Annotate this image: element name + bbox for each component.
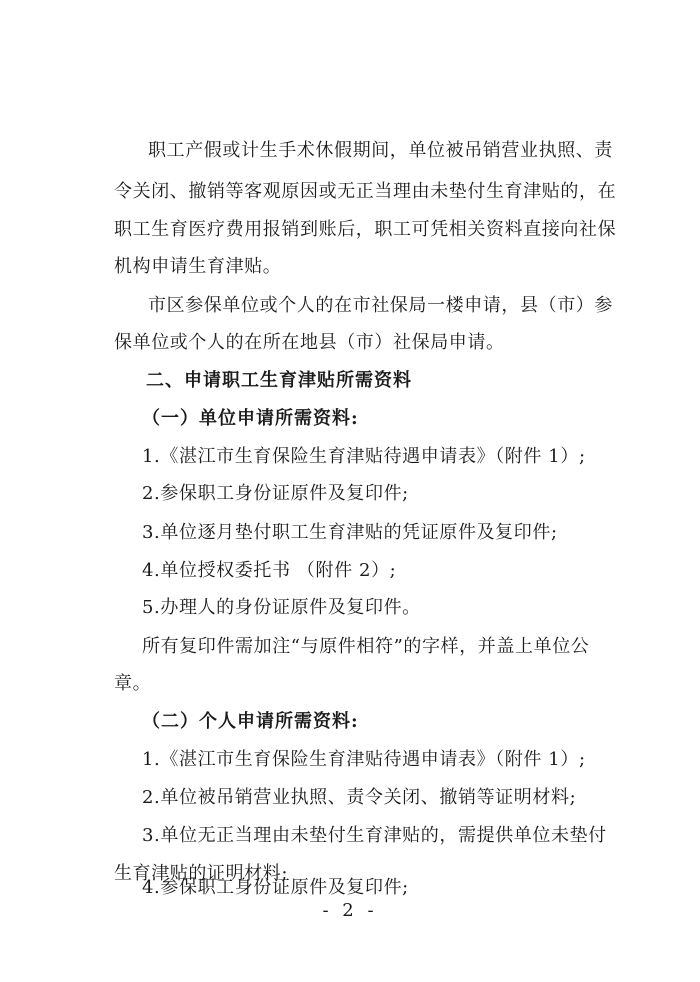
personal-item-3-line-2: 生育津贴的证明材料; bbox=[114, 863, 289, 884]
unit-item-3: 3.单位逐月垫付职工生育津贴的凭证原件及复印件; bbox=[142, 522, 558, 543]
paragraph-2-line-1: 市区参保单位或个人的在市社保局一楼申请，县（市）参 bbox=[148, 295, 613, 316]
unit-subheading: （一）单位申请所需资料: bbox=[142, 408, 359, 429]
paragraph-1-line-4: 机构申请生育津贴。 bbox=[114, 256, 282, 277]
paragraph-1-line-1: 职工产假或计生手术休假期间，单位被吊销营业执照、责 bbox=[148, 140, 613, 161]
section-heading: 二、申请职工生育津贴所需资料 bbox=[146, 370, 412, 391]
personal-item-3-line-1: 3.单位无正当理由未垫付生育津贴的，需提供单位未垫付 bbox=[142, 825, 607, 846]
unit-item-2: 2.参保职工身份证原件及复印件; bbox=[142, 483, 409, 504]
paragraph-2-line-2: 保单位或个人的在所在地县（市）社保局申请。 bbox=[114, 332, 505, 353]
unit-note-line-1: 所有复印件需加注“与原件相符”的字样，并盖上单位公 bbox=[142, 636, 590, 657]
page-number: - 2 - bbox=[322, 900, 378, 921]
personal-item-4: 4.参保职工身份证原件及复印件; bbox=[142, 877, 409, 898]
personal-item-1: 1.《湛江市生育保险生育津贴待遇申请表》（附件 1）; bbox=[142, 749, 586, 770]
unit-item-5: 5.办理人的身份证原件及复印件。 bbox=[142, 597, 421, 618]
unit-item-4: 4.单位授权委托书 （附件 2）; bbox=[142, 560, 397, 581]
personal-subheading: （二）个人申请所需资料: bbox=[142, 711, 359, 732]
unit-item-1: 1.《湛江市生育保险生育津贴待遇申请表》（附件 1）; bbox=[142, 446, 586, 467]
paragraph-1-line-3: 职工生育医疗费用报销到账后，职工可凭相关资料直接向社保 bbox=[114, 219, 617, 240]
paragraph-1-line-2: 令关闭、撤销等客观原因或无正当理由未垫付生育津贴的，在 bbox=[114, 181, 617, 202]
personal-item-2: 2.单位被吊销营业执照、责令关闭、撤销等证明材料; bbox=[142, 787, 577, 808]
unit-note-line-2: 章。 bbox=[114, 673, 152, 694]
